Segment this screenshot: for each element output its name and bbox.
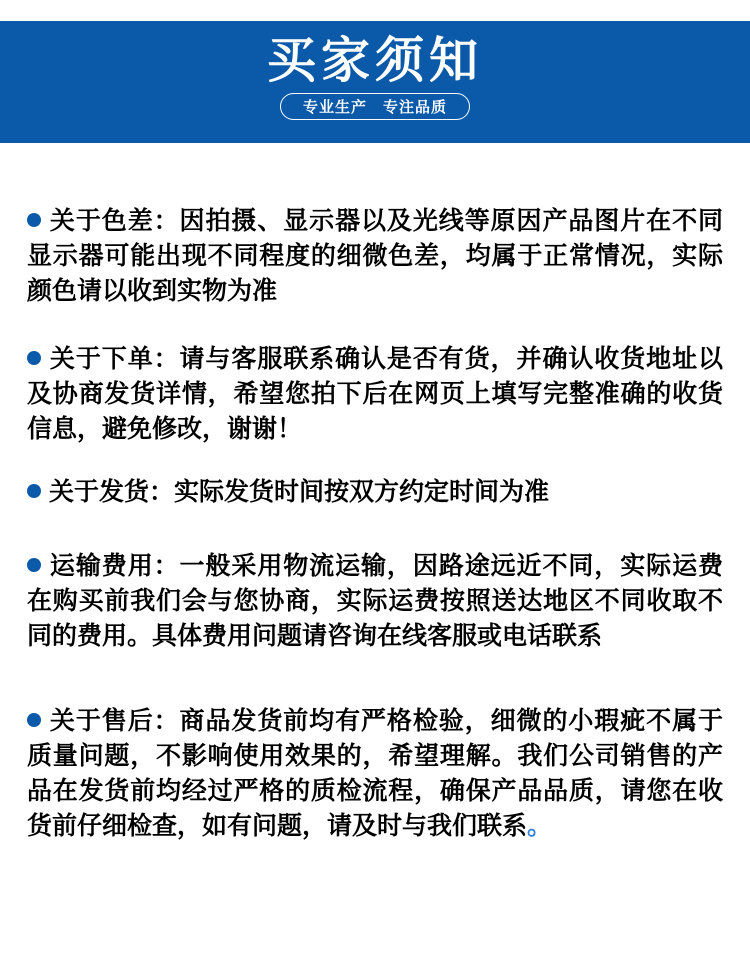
notice-label: 关于色差： [49, 207, 180, 235]
notice-list [0, 204, 750, 844]
notice-body: 实际发货时间按双方约定时间为准 [174, 478, 550, 506]
notice-body: 请与客服联系确认是否有货，并确认收货地址以及协商发货详情，希望您拍下后在网页上填写完整准确的收货信息，避免修改，谢谢！ [27, 345, 723, 443]
header-banner [0, 21, 750, 143]
notice-suffix: 。 [527, 812, 553, 840]
page-title: 买家须知 [266, 34, 483, 88]
notice-after-sales [27, 704, 723, 844]
bullet-icon [27, 558, 41, 572]
notice-label: 关于下单： [49, 345, 180, 373]
notice-label: 运输费用： [49, 552, 180, 580]
notice-ordering [27, 342, 723, 447]
notice-label: 关于售后： [49, 707, 180, 735]
bullet-icon [27, 484, 41, 498]
notice-body: 因拍摄、显示器以及光线等原因产品图片在不同显示器可能出现不同程度的细微色差，均属于正常情况，实际颜色请以收到实物为准 [27, 207, 723, 305]
bullet-icon [27, 213, 41, 227]
buyer-notice-page [0, 21, 750, 956]
notice-label: 关于发货： [49, 478, 175, 506]
tagline-pill [280, 93, 470, 120]
notice-color-difference [27, 204, 723, 309]
bullet-icon [27, 713, 41, 727]
tagline-text: 专业生产 专注品质 [302, 99, 447, 116]
notice-freight-cost [27, 549, 723, 654]
notice-body: 一般采用物流运输，因路途远近不同，实际运费在购买前我们会与您协商，实际运费按照送达地区不同收取不同的费用。具体费用问题请咨询在线客服或电话联系 [27, 552, 723, 650]
notice-body: 商品发货前均有严格检验，细微的小瑕疵不属于质量问题，不影响使用效果的，希望理解。我们公司销售的产品在发货前均经过严格的质检流程，确保产品品质，请您在收货前仔细检查，如有问题，请及时与我们联系 [27, 707, 723, 840]
notice-shipping [27, 475, 723, 510]
bullet-icon [27, 351, 41, 365]
